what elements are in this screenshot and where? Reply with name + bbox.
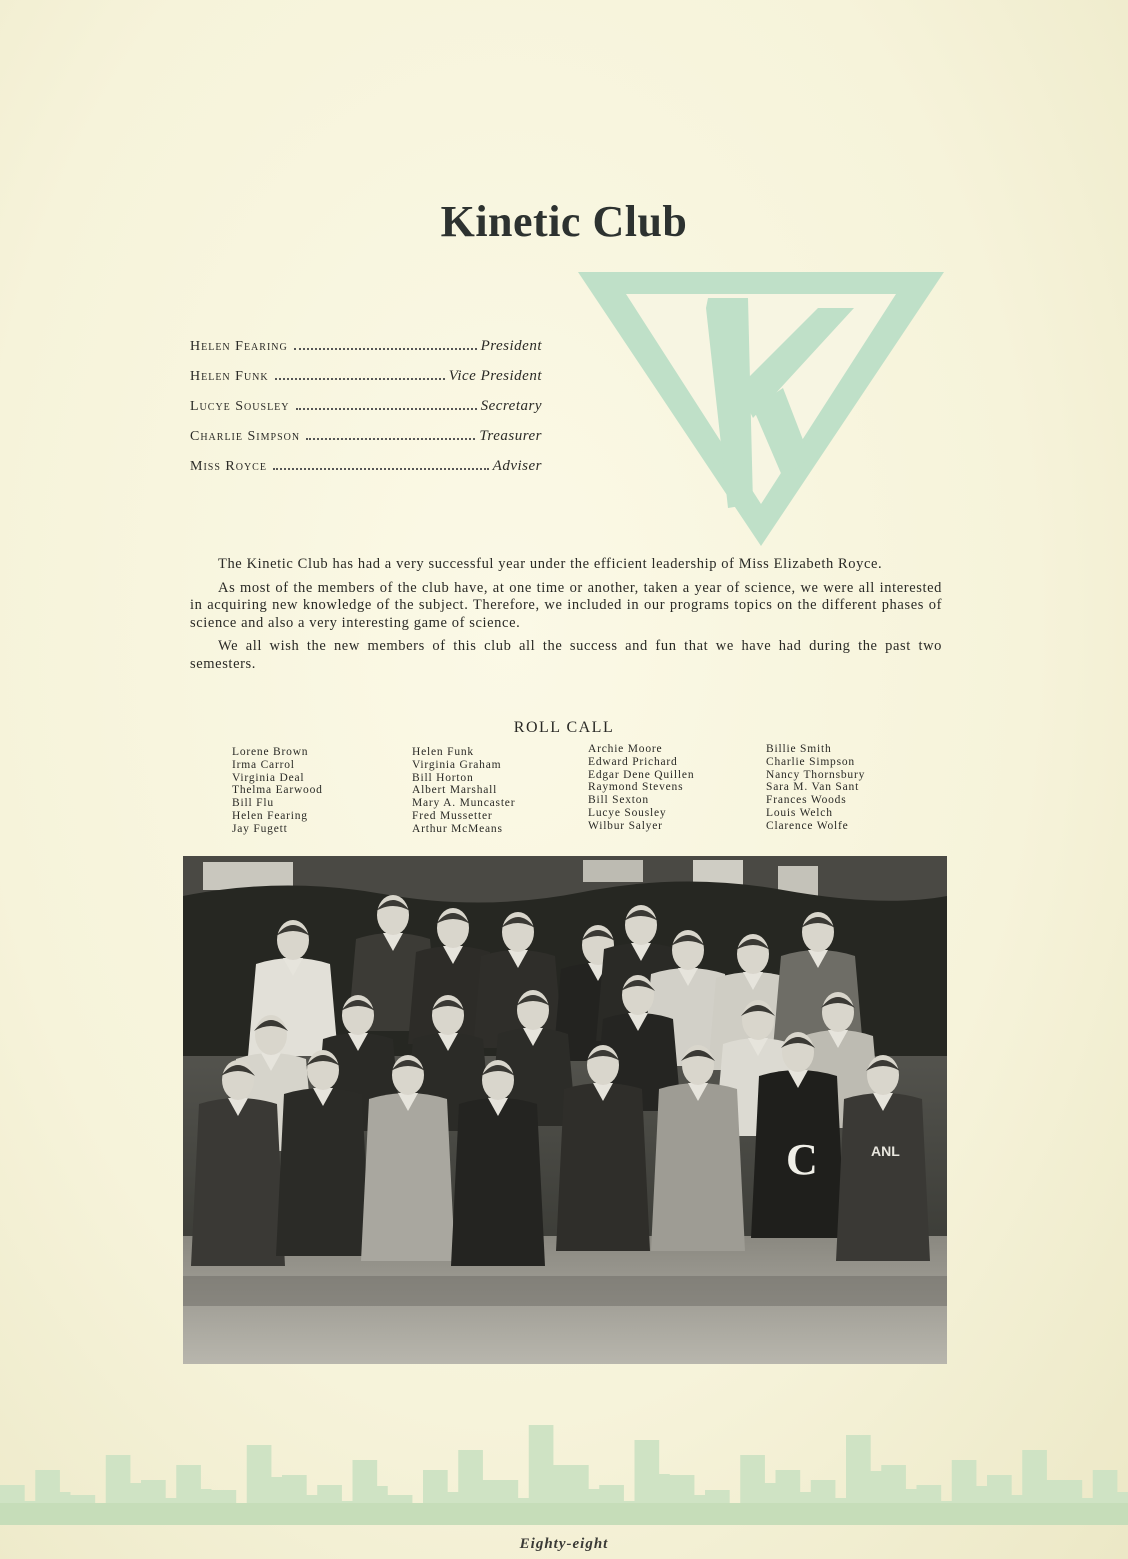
member-name: Mary A. Muncaster <box>412 797 516 810</box>
officer-name: Charlie Simpson <box>190 429 301 444</box>
officer-name: Lucye Sousley <box>190 399 290 414</box>
member-name: Lorene Brown <box>232 746 309 758</box>
officer-role: Secretary <box>480 398 542 414</box>
member-name: Helen Fearing <box>232 809 308 822</box>
paragraph: The Kinetic Club has had a very successful year under the efficient leadership of Miss Elizabeth Royce. <box>218 556 883 572</box>
roll-call-column <box>588 743 694 833</box>
leader-dots <box>296 408 477 410</box>
member-name: Jay Fugett <box>232 822 288 835</box>
roll-call-list <box>232 743 912 846</box>
member-name: Bill Horton <box>412 771 474 784</box>
member-name: Nancy Thornsbury <box>766 768 866 781</box>
member-name: Virginia Graham <box>412 758 502 771</box>
member-name: Louis Welch <box>766 806 833 819</box>
member-name: Helen Funk <box>412 746 474 758</box>
officer-list <box>190 338 542 488</box>
officer-name: Helen Funk <box>190 369 269 384</box>
officer-role: Vice President <box>448 368 542 384</box>
member-name: Clarence Wolfe <box>766 819 849 832</box>
leader-dots <box>306 438 475 440</box>
member-name: Irma Carrol <box>232 758 295 771</box>
member-name: Billie Smith <box>766 743 832 755</box>
member-name: Raymond Stevens <box>588 781 684 794</box>
member-name: Archie Moore <box>588 743 663 755</box>
paragraph: We all wish the new members of this club all the success and fun that we have had during the past two semesters. <box>190 638 942 672</box>
member-name: Virginia Deal <box>232 771 305 784</box>
member-name: Albert Marshall <box>412 784 498 797</box>
roll-call-column <box>232 746 323 836</box>
leader-dots <box>275 378 445 380</box>
officer-role: Treasurer <box>479 428 542 444</box>
member-name: Thelma Earwood <box>232 784 323 797</box>
member-name: Sara M. Van Sant <box>766 781 860 794</box>
officer-row <box>190 398 542 428</box>
sweater-text: ANL <box>871 1143 900 1159</box>
officer-row <box>190 338 542 368</box>
member-name: Wilbur Salyer <box>588 819 663 832</box>
roll-call-column <box>412 746 515 836</box>
member-name: Bill Sexton <box>588 794 649 807</box>
member-name: Charlie Simpson <box>766 755 855 768</box>
roll-call-column <box>766 743 865 833</box>
member-name: Fred Mussetter <box>412 809 493 822</box>
city-skyline-decoration <box>0 1385 1128 1525</box>
paragraph: As most of the members of the club have, at one time or another, taken a year of science, we were all interested in acquiring new knowledge of the subject. Therefore, we included in our programs topics on the different phases of science and also a very interesting game of science. <box>190 579 942 631</box>
sweater-letter: C <box>786 1135 818 1184</box>
member-name: Edward Prichard <box>588 755 678 768</box>
member-name: Bill Flu <box>232 797 274 810</box>
officer-role: President <box>480 338 542 354</box>
member-name: Arthur McMeans <box>412 822 503 835</box>
officer-row <box>190 368 542 398</box>
leader-dots <box>294 348 477 350</box>
officer-row <box>190 458 542 488</box>
officer-name: Miss Royce <box>190 459 267 474</box>
triangle-k-emblem-icon <box>578 268 944 546</box>
member-name: Edgar Dene Quillen <box>588 768 695 781</box>
club-description <box>190 556 942 679</box>
officer-name: Helen Fearing <box>190 339 288 354</box>
roll-call-heading: ROLL CALL <box>513 719 615 736</box>
page-title: Kinetic Club <box>440 197 688 246</box>
page-number: Eighty-eight <box>519 1536 609 1552</box>
member-name: Frances Woods <box>766 794 847 807</box>
leader-dots <box>273 468 489 470</box>
group-photo <box>183 856 947 1364</box>
officer-row <box>190 428 542 458</box>
officer-role: Adviser <box>492 458 542 474</box>
member-name: Lucye Sousley <box>588 806 667 819</box>
